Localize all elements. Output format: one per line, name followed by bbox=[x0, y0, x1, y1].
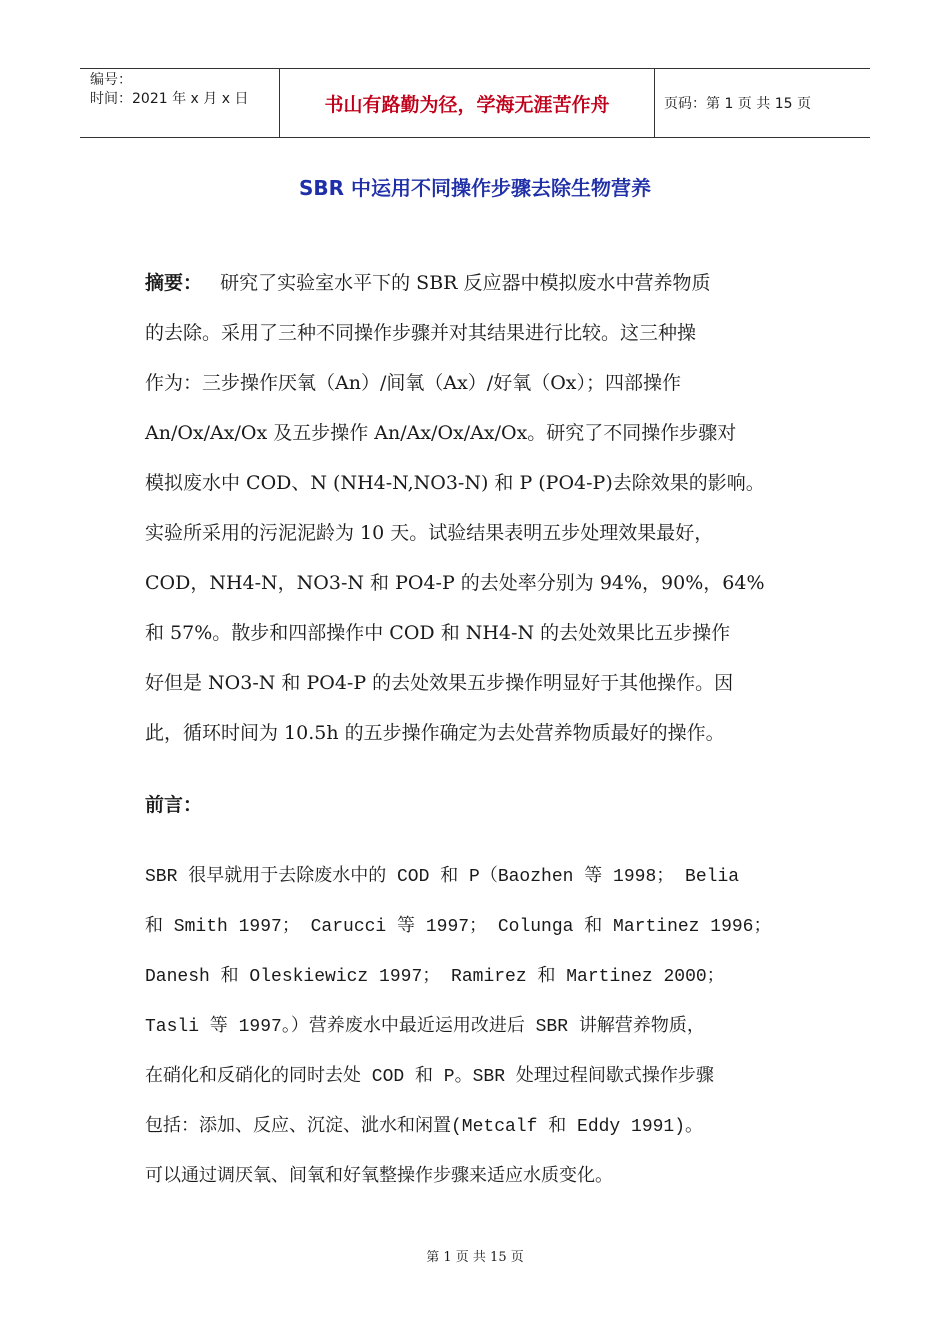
preface-line: Danesh 和 Oleskiewicz 1997； Ramirez 和 Martinez 2000； bbox=[145, 967, 725, 987]
preface-line: Tasli 等 1997。）营养废水中最近运用改进后 SBR 讲解营养物质， bbox=[145, 1017, 705, 1037]
header-meta bbox=[80, 69, 280, 137]
preface-line: 可以通过调厌氧、间氧和好氧整操作步骤来适应水质变化。 bbox=[145, 1167, 613, 1187]
preface-heading-block bbox=[145, 780, 825, 830]
preface-label: 前言： bbox=[145, 794, 203, 816]
abstract-line bbox=[145, 258, 825, 308]
abstract-label: 摘要： bbox=[145, 272, 203, 294]
abstract-text: 研究了实验室水平下的 SBR 反应器中模拟废水中营养物质 bbox=[220, 272, 711, 294]
page-footer: 第 1 页 共 15 页 bbox=[426, 1250, 524, 1265]
preface-line: 和 Smith 1997； Carucci 等 1997； Colunga 和 Martinez 1996； bbox=[145, 917, 772, 937]
abstract-line: 作为：三步操作厌氧（An）/间氧（Ax）/好氧（Ox）；四部操作 bbox=[145, 372, 681, 394]
document-title: SBR 中运用不同操作步骤去除生物营养 bbox=[298, 176, 651, 200]
preface-line: 在硝化和反硝化的同时去处 COD 和 P。SBR 处理过程间歇式操作步骤 bbox=[145, 1067, 714, 1087]
header-page-info: 页码：第 1 页 共 15 页 bbox=[664, 96, 811, 112]
abstract-line: An/Ox/Ax/Ox 及五步操作 An/Ax/Ox/Ax/Ox。研究了不同操作步骤对 bbox=[145, 422, 737, 444]
abstract-line: 模拟废水中 COD、N (NH4-N,NO3-N) 和 P (PO4-P)去除效果的影响。 bbox=[145, 472, 765, 494]
document-header bbox=[80, 68, 870, 138]
preface-paragraph bbox=[145, 852, 825, 1202]
abstract-paragraph bbox=[145, 258, 825, 758]
header-motto: 书山有路勤为径，学海无涯苦作舟 bbox=[280, 69, 655, 137]
time-label: 时间：2021 年 x 月 x 日 bbox=[90, 91, 249, 107]
preface-line: 包括：添加、反应、沉淀、泚水和闲置(Metcalf 和 Eddy 1991)。 bbox=[145, 1117, 704, 1137]
abstract-line: 的去除。采用了三种不同操作步骤并对其结果进行比较。这三种操 bbox=[145, 322, 697, 344]
number-label: 编号： bbox=[90, 72, 132, 88]
abstract-line: COD，NH4-N，NO3-N 和 PO4-P 的去处率分别为 94%，90%，64% bbox=[145, 572, 765, 594]
preface-line: SBR 很早就用于去除废水中的 COD 和 P（Baozhen 等 1998； Belia bbox=[145, 867, 740, 887]
abstract-line: 好但是 NO3-N 和 PO4-P 的去处效果五步操作明显好于其他操作。因 bbox=[145, 672, 734, 694]
abstract-line: 实验所采用的污泥泥龄为 10 天。试验结果表明五步处理效果最好， bbox=[145, 522, 714, 544]
abstract-line: 此，循环时间为 10.5h 的五步操作确定为去处营养物质最好的操作。 bbox=[145, 722, 725, 744]
abstract-line: 和 57%。散步和四部操作中 COD 和 NH4-N 的去处效果比五步操作 bbox=[145, 622, 731, 644]
